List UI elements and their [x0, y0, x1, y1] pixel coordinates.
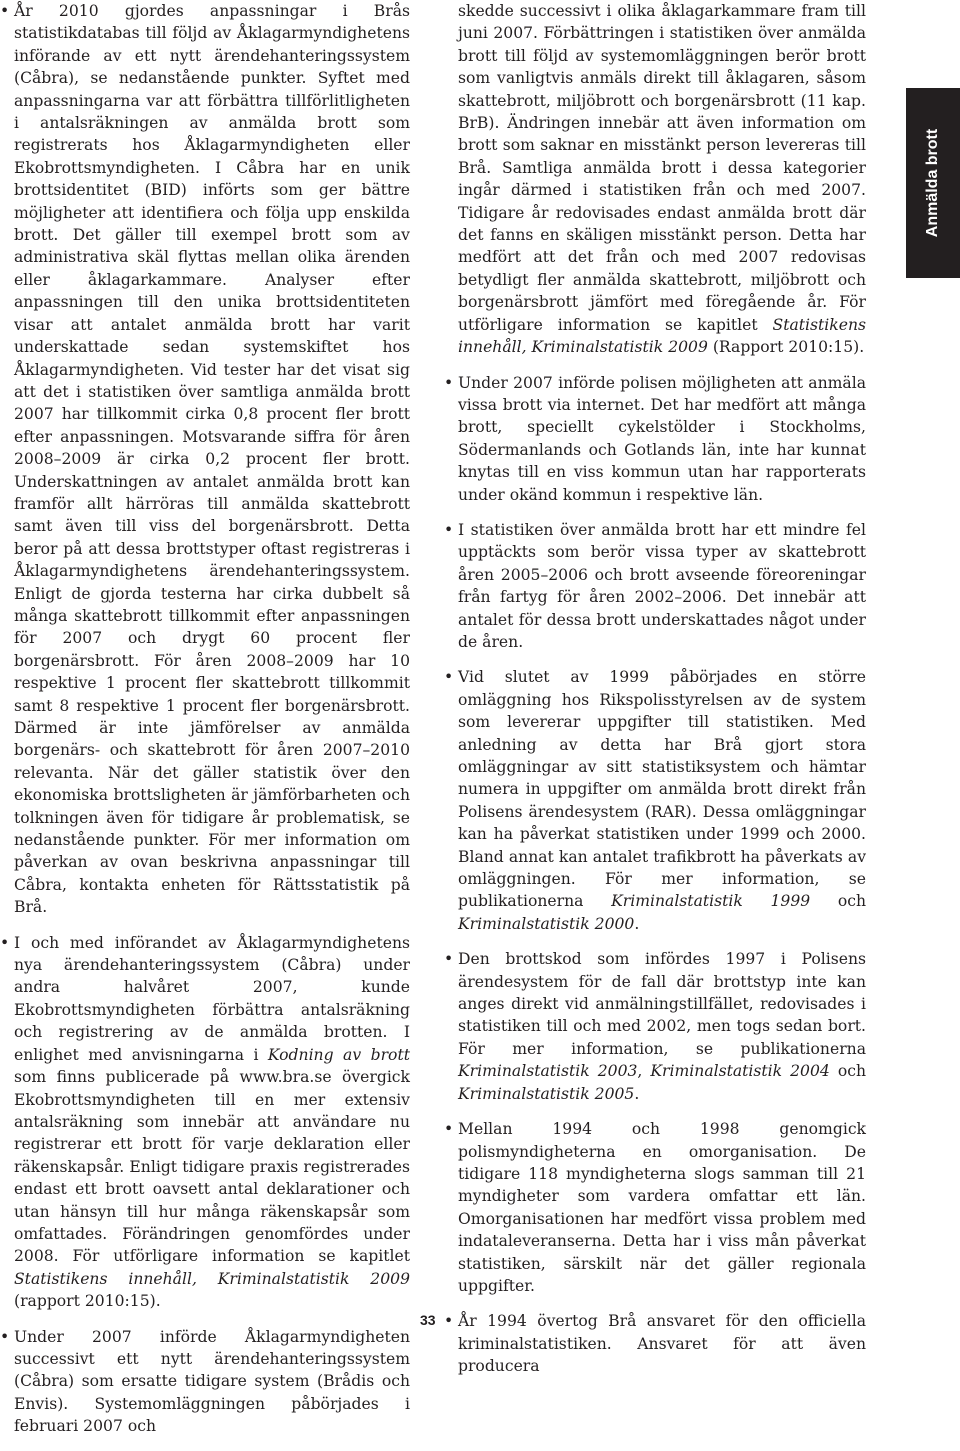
bullet-icon: •	[444, 668, 454, 687]
paragraph-text: I och med införandet av Åklagarmyndighetens nya ärendehanteringssystem (Cåbra) under andra halvåret 2007, kunde Ekobrottsmyndigheten förbättra antalsräkning och registrering av de anmälda brotten. I enlighet med anvisningarna i	[14, 933, 410, 1064]
publication-title: Kriminalstatistik 2004	[650, 1062, 830, 1081]
paragraph-text: Under 2007 införde polisen möjligheten att anmäla vissa brott via internet. Det har medfört att många brott, speciellt cykelstölder i Stockholms, Södermanlands och Gotlands län, inte har kunnat knytas till en viss kommun utan har rapporterats under okänd kommun i respektive län.	[458, 373, 866, 504]
paragraph-text: Under 2007 införde Åklagarmyndigheten successivt ett nytt ärendehanteringssystem (Cåbra) som ersatte tidigare system (Brådis och Envis). Systemomläggningen påbörjades i februari 2007 och	[14, 1327, 410, 1436]
bullet-icon: •	[444, 520, 454, 539]
paragraph-text: Den brottskod som infördes 1997 i Polisens ärendesystem för de fall där brottstyp inte kan anges direkt vid anmälningstillfället, redovisades i statistiken till och med 2002, men togs sedan bort. För mer information, se publikationerna	[458, 950, 866, 1058]
bullet-icon: •	[444, 373, 454, 392]
bullet-icon: •	[0, 933, 10, 952]
bullet-icon: •	[444, 1312, 454, 1331]
publication-title: Statistikens innehåll, Kriminalstatistik 2009	[458, 315, 866, 357]
list-item	[444, 1310, 866, 1377]
list-item	[444, 948, 866, 1105]
paragraph-text: ,	[637, 1062, 651, 1081]
list-item	[0, 1326, 410, 1438]
bullet-icon: •	[0, 1327, 10, 1346]
list-item	[444, 372, 866, 506]
list-item	[444, 1118, 866, 1297]
list-item	[0, 0, 410, 919]
paragraph-text: År 2010 gjordes anpassningar i Brås statistikdatabas till följd av Åklagarmyndighetens införande av ett nytt ärendehanteringssystem (Cåbra), se nedanstående punkter. Syftet med anpassningarna var att förbättra tillförlitligheten i antalsräkningen av anmälda brott som registrerats hos Åklagarmyndigheten eller Ekobrottsmyndigheten. I Cåbra har en unik brottsidentitet (BID) införts som ger bättre möjligheter att identifiera och följa upp enskilda brott. Det gäller till exempel brott som av administrativa skäl flyttas mellan olika ärenden eller åklagarkammare. Analyser efter anpassningen till den unika brottsidentiteten visar att antalet anmälda brott har varit underskattade sedan systemskiftet hos Åklagarmyndigheten. Vid tester har det visat sig att det i statistiken över samtliga anmälda brott 2007 har tillkommit cirka 0,8 procent fler brott efter anpassningen. Motsvarande siffra för åren 2008–2009 är cirka 0,2 procent fler brott. Underskattningen av antalet anmälda brott kan framför allt härröras till anmälda skattebrott samt även till viss del borgenärsbrott. Detta beror på att dessa brottstyper oftast registreras i Åklagarmyndighetens ärendehanteringssystem. Enligt de gjorda testerna har cirka dubbelt så många skattebrott tillkommit efter anpassningen för 2007 och drygt 60 procent fler borgenärsbrott. För åren 2008–2009 har 10 respektive 1 procent fler skattebrott tillkommit samt 8 respektive 1 procent fler borgenärsbrott. Därmed är inte jämförelser av anmälda borgenärs- och skattebrott för åren 2007–2010 relevanta. När det gäller statistik över den ekonomiska brottsligheten är jämförbarheten och tolkningen även för tidigare år problematisk, se nedanstående punkter. För mer information om påverkan av ovan beskrivna anpassningar till Cåbra, kontakta enheten för Rättsstatistik på Brå.	[14, 2, 410, 917]
list-item	[444, 519, 866, 653]
paragraph-text: (rapport 2010:15).	[14, 1292, 161, 1311]
publication-title: Kriminalstatistik 1999	[611, 892, 811, 911]
paragraph-text: År 1994 övertog Brå ansvaret för den officiella kriminalstatistiken. Ansvaret för att även producera	[458, 1312, 866, 1376]
paragraph-text: Mellan 1994 och 1998 genomgick polismyndigheterna en omorganisation. De tidigare 118 myndigheterna slogs samman till 21 myndigheter som vardera omfattar ett län. Omorganisationen har medfört vissa problem med indataleveranserna. Detta har i viss mån påverkat statistiken, särskilt när det gäller regionala uppgifter.	[458, 1120, 866, 1295]
list-item	[444, 666, 866, 935]
page-number: 33	[420, 1312, 436, 1328]
bullet-icon: •	[444, 1120, 454, 1139]
paragraph-text: och	[810, 892, 866, 911]
paragraph-text: skedde successivt i olika åklagarkammare fram till juni 2007. Förbättringen i statistiken över anmälda brott till följd av systemomläggningen berör brott som vanligtvis anmäls direkt till åklagaren, såsom skattebrott, miljöbrott och borgenärsbrott (11 kap. BrB). Ändringen innebär att även information om brott som saknar en misstänkt person levereras till Brå. Samtliga anmälda brott i dessa kategorier ingår därmed i statistiken från och med 2007. Tidigare år redovisades endast anmälda brott där det fanns en skäligen misstänkt person. Detta har medfört att det från och med 2007 redovisas betydligt fler anmälda skattebrott, miljöbrott och borgenärsbrott jämfört med föregående år. För utförligare information se kapitlet	[458, 2, 866, 334]
paragraph-text: I statistiken över anmälda brott har ett mindre fel upptäckts som berör vissa typer av skattebrott åren 2005–2006 och brott avseende föreoreningar från fartyg för åren 2002–2006. Det innebär att antalet för dessa brott underskattades något under de åren.	[458, 520, 866, 651]
publication-title: Kriminalstatistik 2005	[458, 1084, 635, 1103]
paragraph-text: Vid slutet av 1999 påbörjades en större omläggning hos Rikspolisstyrelsen av de system som levererar uppgifter till statistiken. Med anledning av detta har Brå gjort stora omläggningar av sitt statistiksystem och hämtar numera in uppgifter om anmälda brott direkt från Polisens ärendesystem (RAR). Dessa omläggningar kan ha påverkat statistiken under 1999 och 2000. Bland annat kan antalet trafikbrott ha påverkats av omläggningen. För mer information, se publikationerna	[458, 668, 866, 911]
paragraph-text: .	[634, 914, 640, 933]
right-column	[444, 0, 866, 1391]
publication-title: Statistikens innehåll, Kriminalstatistik 2009	[14, 1269, 410, 1288]
publication-title: Kriminalstatistik 2000	[458, 914, 635, 933]
paragraph-text: (Rapport 2010:15).	[707, 338, 865, 357]
publication-title: Kodning av brott	[267, 1045, 410, 1064]
chapter-side-tab	[906, 88, 960, 278]
bullet-icon: •	[444, 950, 454, 969]
chapter-tab-label: Anmälda brott	[924, 128, 941, 238]
list-item-continued	[444, 0, 866, 359]
publication-title: Kriminalstatistik 2003	[458, 1062, 638, 1081]
paragraph-text: och	[829, 1062, 867, 1081]
paragraph-text: .	[634, 1084, 640, 1103]
bullet-icon: •	[0, 2, 10, 20]
paragraph-text: som finns publicerade på www.bra.se övergick Ekobrottsmyndigheten till en mer extensiv antalsräkning som innebär att användare nu registrerar ett brott för varje deklaration eller räkenskapsår. Enligt tidigare praxis registrerades endast ett brott oavsett antal deklarationer och utan hänsyn till hur många räkenskapsår som omfattades. Förändringen genomfördes under 2008. För utförligare information se kapitlet	[14, 1068, 410, 1266]
left-column	[0, 0, 410, 1451]
list-item	[0, 932, 410, 1313]
